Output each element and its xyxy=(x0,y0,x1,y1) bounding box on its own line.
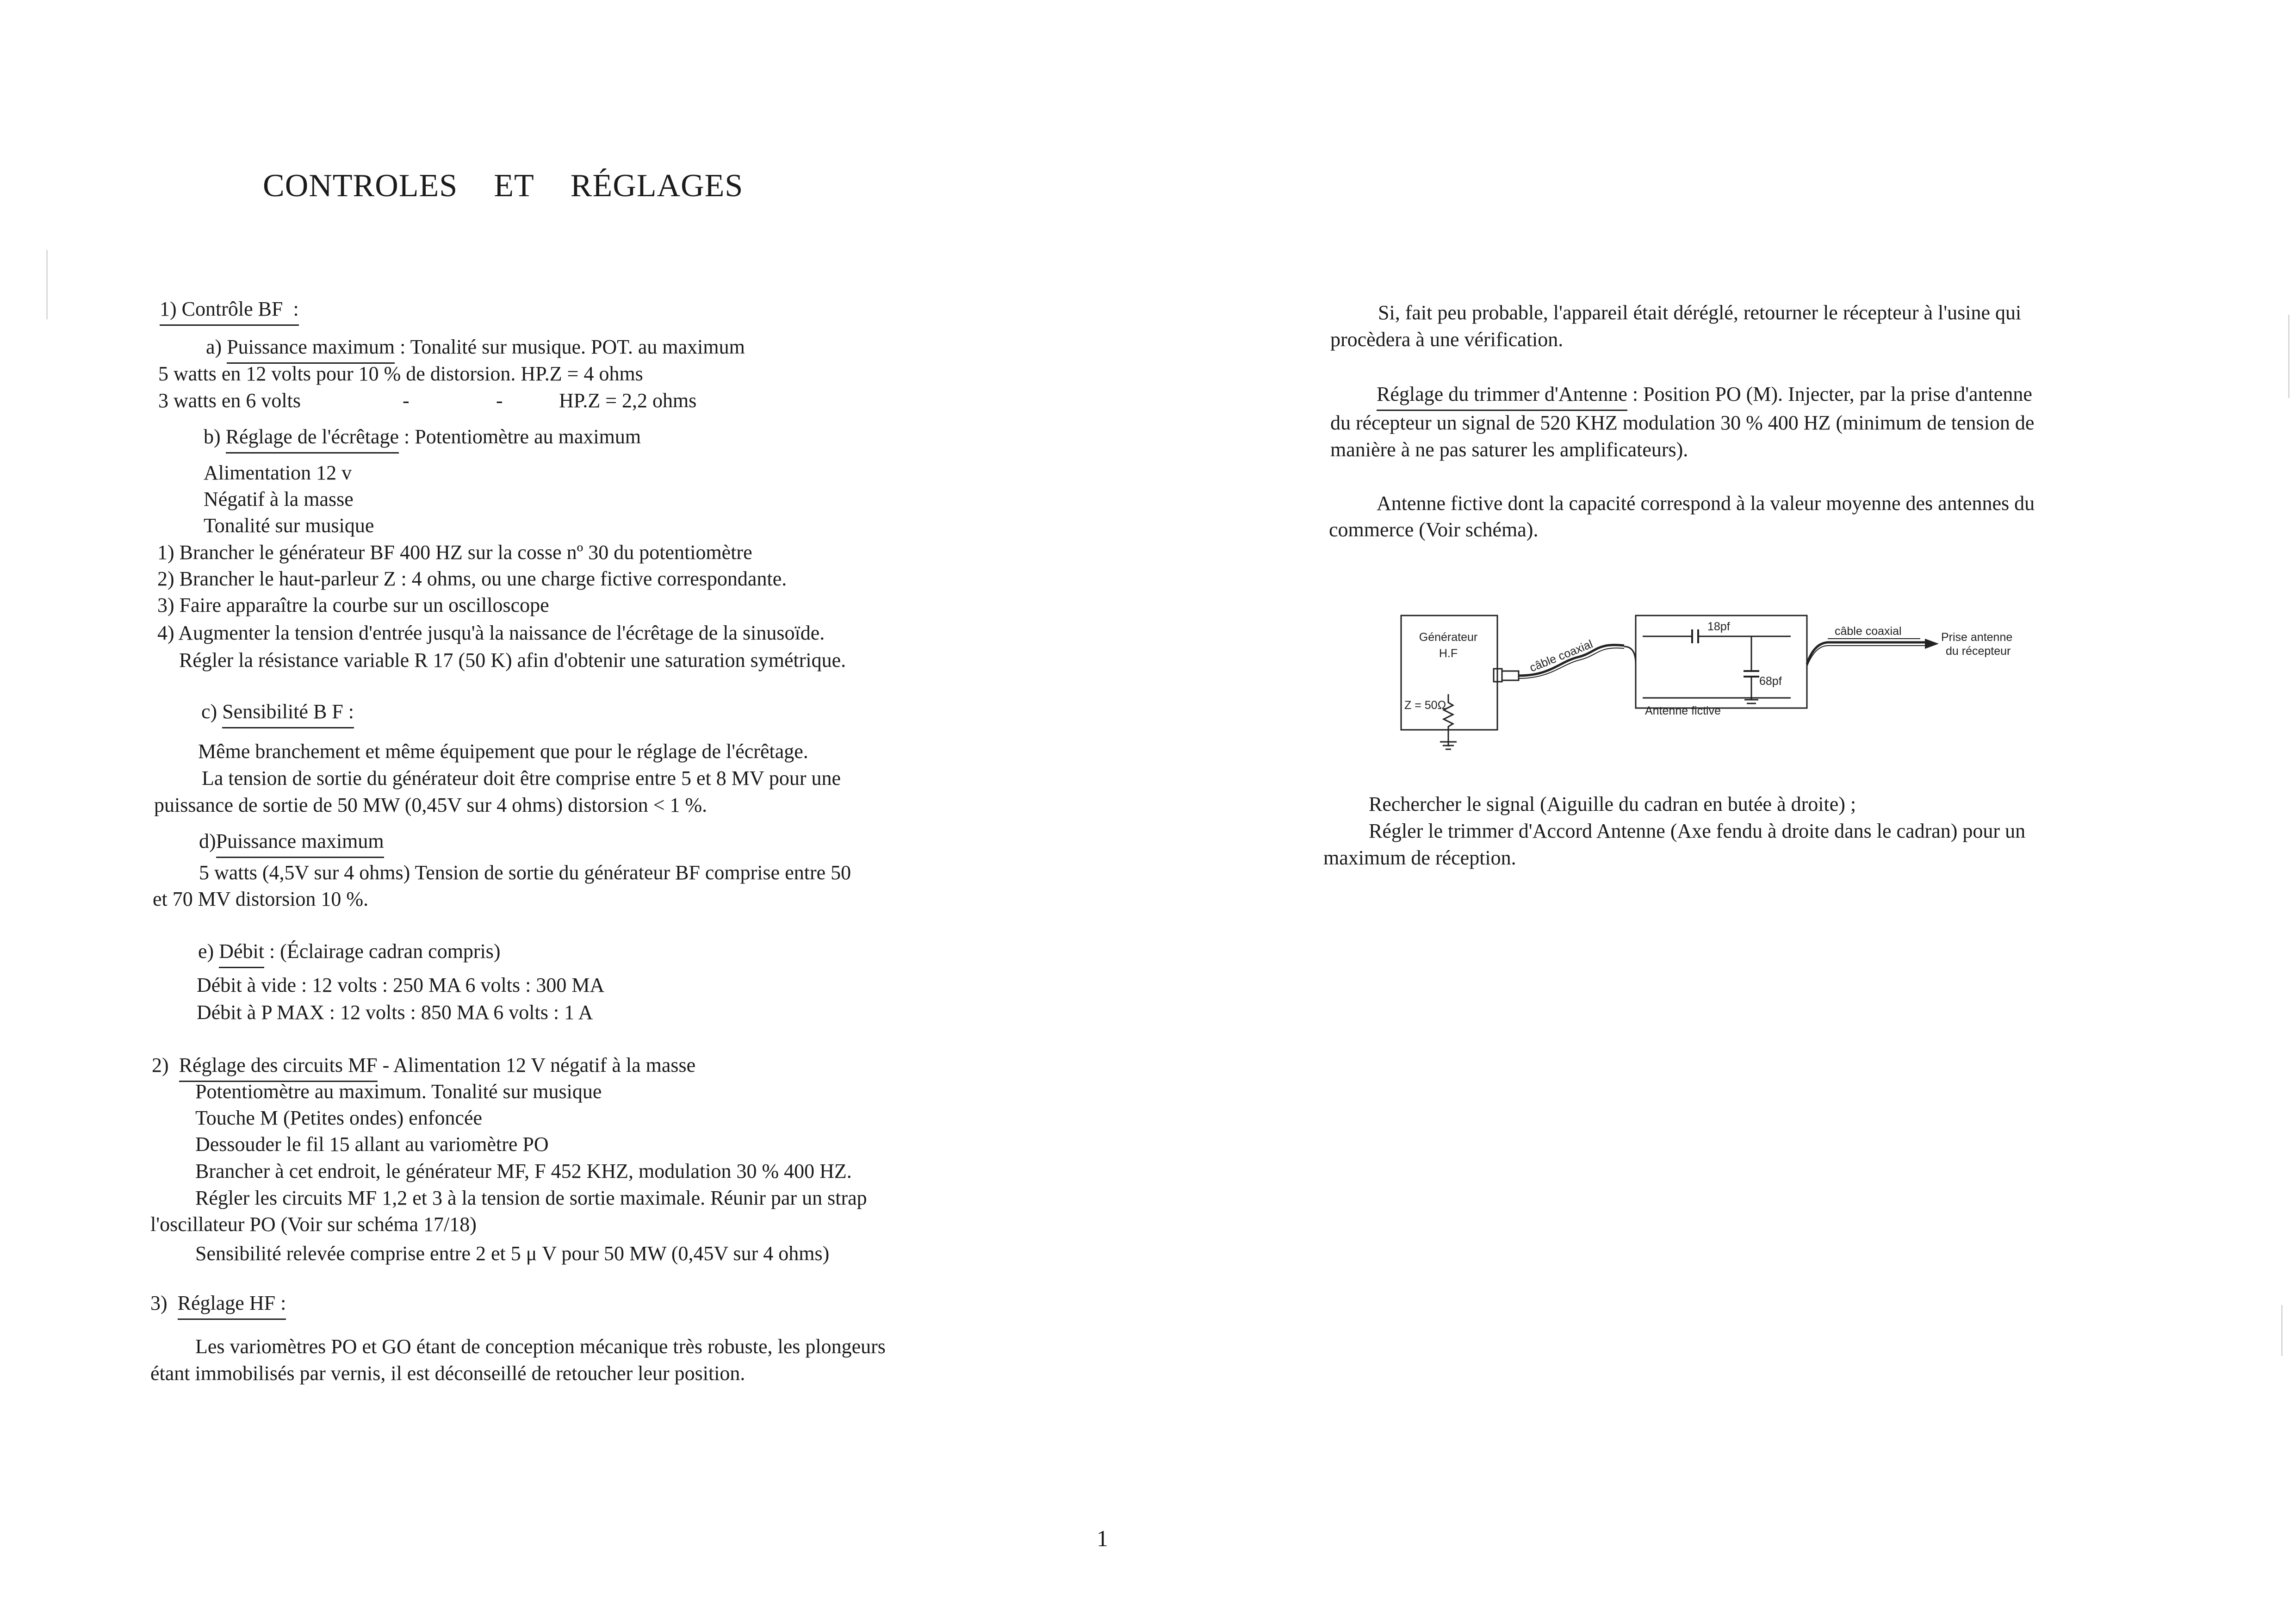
output-label: Prise antenne xyxy=(1941,631,2013,644)
title-word-2: ET xyxy=(494,168,534,204)
section-b-step: 2) Brancher le haut-parleur Z : 4 ohms, ou une charge fictive correspondante. xyxy=(157,567,787,590)
impedance-label: Z = 50Ω xyxy=(1404,699,1446,712)
section-b-step: 4) Augmenter la tension d'entrée jusqu'à la naissance de l'écrêtage de la sinusoïde. xyxy=(157,622,825,644)
page-number: 1 xyxy=(1097,1525,1108,1551)
generator-label: H.F xyxy=(1439,647,1458,660)
right-paragraph-2: manière à ne pas saturer les amplificateurs). xyxy=(1330,438,1688,461)
section-b-step: 1) Brancher le générateur BF 400 HZ sur la cosse nº 30 du potentiomètre xyxy=(157,541,752,564)
section-2-line: Touche M (Petites ondes) enfoncée xyxy=(195,1107,483,1129)
section-e-line: Débit à P MAX : 12 volts : 850 MA 6 volts : 1 A xyxy=(197,1001,593,1024)
section-a-heading: a) Puissance maximum : Tonalité sur musique. POT. au maximum xyxy=(206,335,745,364)
section-2-line: Dessouder le fil 15 allant au variomètre PO xyxy=(195,1133,549,1156)
right-paragraph-4: maximum de réception. xyxy=(1323,846,1516,869)
right-paragraph-4: Rechercher le signal (Aiguille du cadran en butée à droite) ; xyxy=(1369,793,1856,815)
section-b-heading: b) Réglage de l'écrêtage : Potentiomètre au maximum xyxy=(204,425,641,454)
section-b-line: Négatif à la masse xyxy=(204,488,354,510)
capacitor-18pf-label: 18pf xyxy=(1707,620,1730,633)
right-paragraph-4: Régler le trimmer d'Accord Antenne (Axe fendu à droite dans le cadran) pour un xyxy=(1369,820,2026,842)
right-paragraph-1: procèdera à une vérification. xyxy=(1330,328,1564,351)
right-paragraph-3: Antenne fictive dont la capacité correspond à la valeur moyenne des antennes du xyxy=(1377,492,2035,515)
section-2-line: l'oscillateur PO (Voir sur schéma 17/18) xyxy=(150,1213,477,1236)
cable-left-label: câble coaxial xyxy=(1527,637,1595,675)
antenna-circuit-diagram xyxy=(1384,602,2050,768)
right-paragraph-1: Si, fait peu probable, l'appareil était déréglé, retourner le récepteur à l'usine qui xyxy=(1378,301,2022,324)
capacitor-68pf-label: 68pf xyxy=(1759,675,1782,688)
fictive-antenna-label: Antenne fictive xyxy=(1645,704,1721,717)
section-d-heading: d)Puissance maximum xyxy=(199,829,384,858)
section-c-line: La tension de sortie du générateur doit être comprise entre 5 et 8 MV pour une xyxy=(202,767,841,790)
section-2-line: Brancher à cet endroit, le générateur MF, F 452 KHZ, modulation 30 % 400 HZ. xyxy=(195,1160,852,1182)
section-d-line: 5 watts (4,5V sur 4 ohms) Tension de sortie du générateur BF comprise entre 50 xyxy=(199,861,851,884)
section-1-heading: 1) Contrôle BF : xyxy=(160,297,299,326)
generator-label: Générateur xyxy=(1419,631,1478,644)
section-a-line-3: 3 watts en 6 volts - - HP.Z = 2,2 ohms xyxy=(158,389,697,412)
section-c-heading: c) Sensibilité B F : xyxy=(201,700,354,728)
right-paragraph-2: du récepteur un signal de 520 KHZ modulation 30 % 400 HZ (minimum de tension de xyxy=(1330,411,2035,434)
scan-mark xyxy=(2288,315,2290,398)
section-2-heading: 2) Réglage des circuits MF - Alimentation 12 V négatif à la masse xyxy=(152,1053,695,1082)
section-2-line: Régler les circuits MF 1,2 et 3 à la tension de sortie maximale. Réunir par un strap xyxy=(195,1187,867,1209)
section-3-line: étant immobilisés par vernis, il est déconseillé de retoucher leur position. xyxy=(150,1362,745,1385)
section-a-line-2: 5 watts en 12 volts pour 10 % de distorsion. HP.Z = 4 ohms xyxy=(158,362,643,385)
section-e-heading: e) Débit : (Éclairage cadran compris) xyxy=(198,939,501,968)
section-3-line: Les variomètres PO et GO étant de conception mécanique très robuste, les plongeurs xyxy=(195,1335,886,1358)
section-d-line: et 70 MV distorsion 10 %. xyxy=(153,888,369,910)
scan-mark xyxy=(2281,1305,2283,1356)
page-title xyxy=(263,168,779,205)
section-c-line: puissance de sortie de 50 MW (0,45V sur 4 ohms) distorsion < 1 %. xyxy=(154,794,707,816)
scan-mark xyxy=(46,250,48,319)
section-b-step: Régler la résistance variable R 17 (50 K) afin d'obtenir une saturation symétrique. xyxy=(179,649,846,672)
right-paragraph-2-heading: Réglage du trimmer d'Antenne : Position PO (M). Injecter, par la prise d'antenne xyxy=(1377,382,2032,411)
output-label: du récepteur xyxy=(1946,645,2011,658)
section-b-line: Alimentation 12 v xyxy=(204,461,352,484)
section-b-step: 3) Faire apparaître la courbe sur un oscilloscope xyxy=(157,594,549,616)
section-3-heading: 3) Réglage HF : xyxy=(150,1291,286,1320)
section-2-line: Potentiomètre au maximum. Tonalité sur musique xyxy=(195,1080,602,1103)
right-paragraph-3: commerce (Voir schéma). xyxy=(1329,518,1539,541)
title-word-1: CONTROLES xyxy=(263,168,458,204)
title-word-3: RÉGLAGES xyxy=(570,168,744,204)
section-b-line: Tonalité sur musique xyxy=(204,514,374,537)
section-e-line: Débit à vide : 12 volts : 250 MA 6 volts : 300 MA xyxy=(197,974,605,996)
cable-right-label: câble coaxial xyxy=(1835,625,1902,638)
section-c-line: Même branchement et même équipement que pour le réglage de l'écrêtage. xyxy=(198,740,808,763)
section-2-line: Sensibilité relevée comprise entre 2 et 5 μ V pour 50 MW (0,45V sur 4 ohms) xyxy=(195,1242,830,1265)
